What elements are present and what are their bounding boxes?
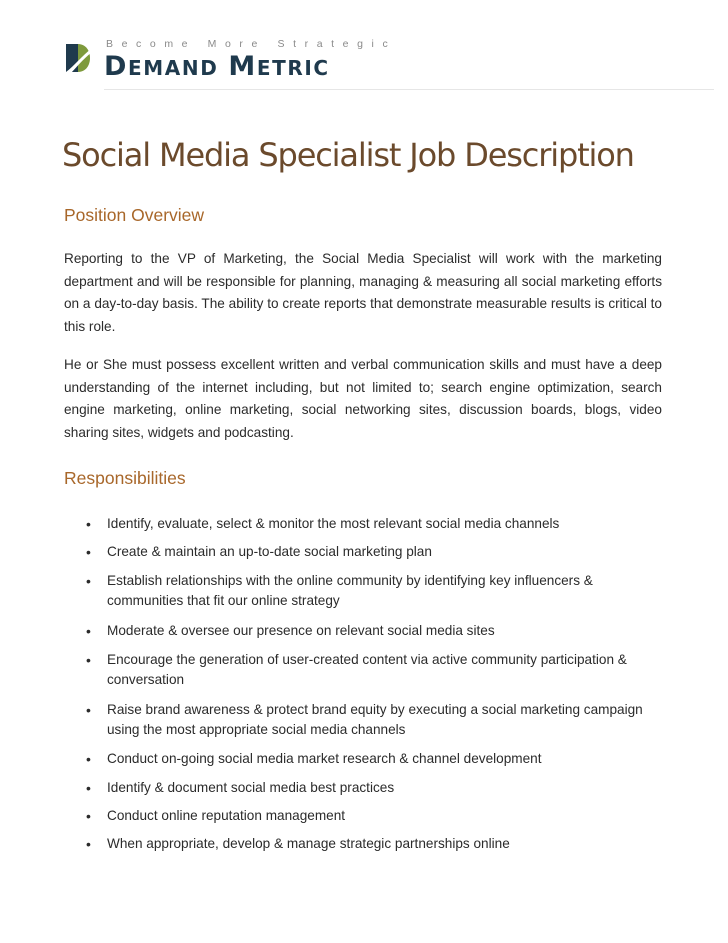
brand-letter-d: D xyxy=(104,51,129,82)
bullet-icon: • xyxy=(86,836,91,852)
list-item-text: Conduct on-going social media market research & channel development xyxy=(107,751,542,766)
overview-paragraph: He or She must possess excellent written and verbal communication skills and must have a deep understanding of the internet including, but not limited to; search engine optimization, search engine marketing, online marketing, social networking sites, discussion boards, blogs, video sharing sites, widgets and podcasting. xyxy=(64,357,662,441)
list-item-text: Identify, evaluate, select & monitor the most relevant social media channels xyxy=(107,516,560,531)
brand-name xyxy=(104,51,330,82)
bullet-icon: • xyxy=(86,808,91,824)
list-item-text: Moderate & oversee our presence on relevant social media sites xyxy=(107,623,495,638)
section-heading-responsibilities: Responsibilities xyxy=(64,468,186,488)
list-item-text: Conduct online reputation management xyxy=(107,808,346,823)
bullet-icon: • xyxy=(86,573,91,589)
list-item-text: Create & maintain an up-to-date social marketing plan xyxy=(107,544,432,559)
bullet-icon: • xyxy=(86,544,91,560)
page-title: Social Media Specialist Job Description xyxy=(62,136,634,174)
section-heading-position-overview: Position Overview xyxy=(64,205,205,225)
brand-letter-m: M xyxy=(228,51,257,82)
brand-word-metric: ETRIC xyxy=(256,56,330,80)
bullet-icon: • xyxy=(86,751,91,767)
tagline: Become More Strategic xyxy=(106,38,397,50)
list-item-text: Establish relationships with the online community by identifying key influencers & communities that fit our online strategy xyxy=(107,573,593,608)
header xyxy=(62,34,662,90)
bullet-icon: • xyxy=(86,516,91,532)
list-item-text: Identify & document social media best practices xyxy=(107,780,395,795)
brand-word-demand: EMAND xyxy=(128,56,219,80)
header-divider xyxy=(104,89,714,90)
demand-metric-logo-icon xyxy=(64,42,94,76)
overview-paragraph: Reporting to the VP of Marketing, the Social Media Specialist will work with the marketing department and will be responsible for planning, managing & measuring all social marketing efforts on a day-to-day basis. The ability to create reports that demonstrate measurable results is critical to this role. xyxy=(64,251,662,335)
list-item-text: When appropriate, develop & manage strategic partnerships online xyxy=(107,836,510,851)
bullet-icon: • xyxy=(86,652,91,668)
bullet-icon: • xyxy=(86,780,91,796)
list-item-text: Raise brand awareness & protect brand equity by executing a social marketing campaign using the most appropriate social media channels xyxy=(107,702,643,737)
bullet-icon: • xyxy=(86,623,91,639)
bullet-icon: • xyxy=(86,702,91,718)
list-item-text: Encourage the generation of user-created content via active community participation & conversation xyxy=(107,652,627,687)
